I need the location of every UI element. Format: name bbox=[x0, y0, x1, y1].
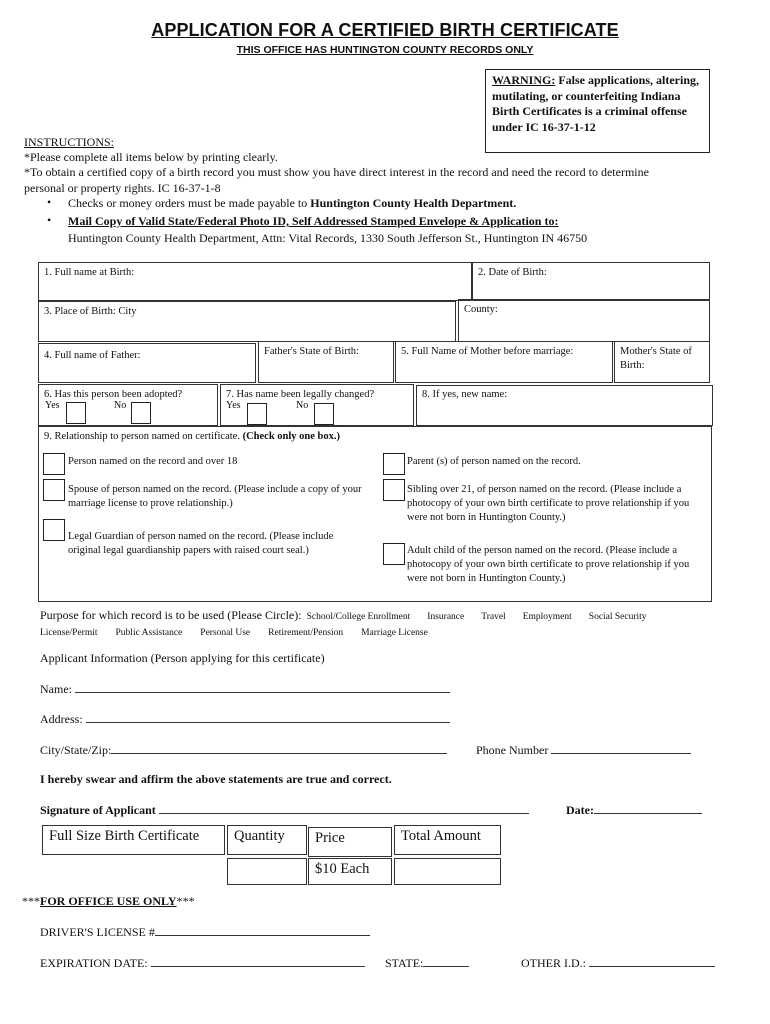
signature-row bbox=[40, 802, 529, 818]
office-suffix: *** bbox=[176, 894, 195, 908]
relationship-self-label: Person named on the record and over 18 bbox=[68, 456, 238, 467]
bullet-dot-2: • bbox=[47, 213, 52, 227]
date-row bbox=[566, 802, 702, 818]
certificate-type-cell bbox=[42, 825, 225, 855]
father-state-field[interactable] bbox=[258, 341, 394, 383]
purpose-line-1 bbox=[40, 608, 647, 623]
place-of-birth-field[interactable] bbox=[38, 301, 456, 342]
applicant-address-label: Address: bbox=[40, 712, 83, 726]
adopted-field bbox=[38, 384, 218, 426]
total-header-cell bbox=[394, 825, 501, 855]
office-heading-text: FOR OFFICE USE ONLY bbox=[40, 894, 177, 908]
date-line[interactable] bbox=[594, 802, 702, 814]
purpose-license[interactable]: License/Permit bbox=[40, 628, 98, 638]
purpose-travel[interactable]: Travel bbox=[481, 612, 506, 622]
relationship-spouse-label: Spouse of person named on the record. (Please include a copy of your marriage license to prove relationship.) bbox=[68, 484, 362, 509]
applicant-name-line[interactable] bbox=[75, 681, 450, 693]
certificate-type-label: Full Size Birth Certificate bbox=[49, 828, 200, 844]
purpose-line-2 bbox=[40, 622, 428, 640]
applicant-city-row bbox=[40, 742, 447, 758]
other-id-line[interactable] bbox=[589, 955, 715, 967]
expiration-line[interactable] bbox=[151, 955, 365, 967]
price-header-cell bbox=[308, 827, 392, 857]
warning-label: WARNING: bbox=[492, 73, 556, 87]
date-label: Date: bbox=[566, 803, 594, 817]
bullet-dot-1: • bbox=[47, 195, 52, 209]
adopted-no-checkbox[interactable] bbox=[131, 402, 151, 424]
relationship-adult-child-label: Adult child of the person named on the record. (Please include a photocopy of your own birth certificate to prove relationship if you were not born in Huntington County.) bbox=[407, 545, 690, 584]
bullet-1-bold: Huntington County Health Department. bbox=[310, 196, 517, 210]
changed-no-checkbox[interactable] bbox=[314, 403, 334, 425]
relationship-sibling-checkbox[interactable] bbox=[383, 479, 405, 501]
applicant-name-label: Name: bbox=[40, 682, 72, 696]
form-subtitle: THIS OFFICE HAS HUNTINGTON COUNTY RECORDS ONLY bbox=[236, 44, 534, 56]
drivers-license-label: DRIVER'S LICENSE # bbox=[40, 925, 155, 939]
office-use-heading bbox=[22, 894, 195, 909]
instructions-bullet-1 bbox=[68, 195, 516, 211]
other-id-label: OTHER I.D.: bbox=[521, 956, 586, 970]
mother-state-label: Mother's State of Birth: bbox=[620, 346, 692, 371]
full-name-label: 1. Full name at Birth: bbox=[44, 267, 135, 278]
applicant-phone-line[interactable] bbox=[551, 742, 691, 754]
price-value-cell bbox=[308, 858, 392, 885]
mailing-address: Huntington County Health Department, Attn: Vital Records, 1330 South Jefferson St., Huntington IN 46750 bbox=[68, 231, 588, 245]
applicant-address-row bbox=[40, 711, 450, 727]
instructions-bullet-2: Mail Copy of Valid State/Federal Photo ID, Self Addressed Stamped Envelope & Application to: bbox=[68, 214, 559, 228]
purpose-personal-use[interactable]: Personal Use bbox=[200, 628, 251, 638]
instructions-line-2: *To obtain a certified copy of a birth record you must show you have direct interest in the record and need the record to determine bbox=[24, 165, 649, 179]
adopted-yes-label: Yes bbox=[45, 400, 60, 411]
father-name-field[interactable] bbox=[38, 343, 256, 383]
state-line[interactable] bbox=[423, 955, 469, 967]
dob-label: 2. Date of Birth: bbox=[478, 267, 547, 278]
mother-name-field[interactable] bbox=[395, 341, 613, 383]
purpose-label: Purpose for which record is to be used (Please Circle): bbox=[40, 608, 302, 622]
new-name-label: 8. If yes, new name: bbox=[422, 389, 508, 400]
relationship-heading-bold: (Check only one box.) bbox=[242, 431, 341, 442]
purpose-insurance[interactable]: Insurance bbox=[427, 612, 465, 622]
purpose-social-security[interactable]: Social Security bbox=[588, 612, 647, 622]
warning-box bbox=[485, 69, 710, 153]
adopted-no-label: No bbox=[114, 400, 127, 411]
quantity-input-cell[interactable] bbox=[227, 858, 307, 885]
relationship-adult-child-checkbox[interactable] bbox=[383, 543, 405, 565]
relationship-parent-checkbox[interactable] bbox=[383, 453, 405, 475]
warning-text: False applications, altering, mutilating, or counterfeiting Indiana Birth Certificates is a criminal offense under IC 16-37-1-12 bbox=[492, 73, 700, 134]
mother-name-label: 5. Full Name of Mother before marriage: bbox=[401, 346, 574, 357]
adopted-label: 6. Has this person been adopted? bbox=[44, 389, 183, 400]
place-city-label: 3. Place of Birth: City bbox=[44, 306, 137, 317]
adopted-yes-checkbox[interactable] bbox=[66, 402, 86, 424]
applicant-phone-row bbox=[476, 742, 691, 758]
purpose-retirement[interactable]: Retirement/Pension bbox=[268, 628, 344, 638]
total-input-cell[interactable] bbox=[394, 858, 501, 885]
new-name-field[interactable] bbox=[416, 385, 713, 426]
quantity-label: Quantity bbox=[234, 828, 285, 844]
total-label: Total Amount bbox=[401, 828, 481, 844]
father-state-label: Father's State of Birth: bbox=[264, 346, 359, 357]
county-field[interactable] bbox=[458, 299, 710, 342]
signature-label: Signature of Applicant bbox=[40, 803, 156, 817]
father-name-label: 4. Full name of Father: bbox=[44, 350, 141, 361]
instructions-line-1: *Please complete all items below by printing clearly. bbox=[24, 150, 278, 164]
applicant-phone-label: Phone Number bbox=[476, 743, 549, 757]
signature-line[interactable] bbox=[159, 802, 529, 814]
expiration-row bbox=[40, 955, 365, 971]
purpose-school[interactable]: School/College Enrollment bbox=[306, 612, 411, 622]
purpose-employment[interactable]: Employment bbox=[522, 612, 572, 622]
relationship-parent-label: Parent (s) of person named on the record. bbox=[407, 456, 581, 467]
office-prefix: *** bbox=[22, 894, 40, 908]
instructions-line-3: personal or property rights. IC 16-37-1-8 bbox=[24, 181, 221, 195]
applicant-address-line[interactable] bbox=[86, 711, 450, 723]
full-name-field[interactable] bbox=[38, 262, 472, 301]
mother-state-field[interactable] bbox=[614, 341, 710, 383]
applicant-heading: Applicant Information (Person applying for this certificate) bbox=[40, 651, 325, 665]
state-label: STATE: bbox=[385, 956, 424, 970]
expiration-label: EXPIRATION DATE: bbox=[40, 956, 148, 970]
drivers-license-row bbox=[40, 924, 370, 940]
form-title: APPLICATION FOR A CERTIFIED BIRTH CERTIFICATE bbox=[151, 20, 619, 40]
relationship-self-checkbox[interactable] bbox=[43, 453, 65, 475]
affirmation-statement: I hereby swear and affirm the above statements are true and correct. bbox=[40, 772, 392, 786]
other-id-row bbox=[521, 955, 715, 971]
applicant-city-label: City/State/Zip: bbox=[40, 743, 112, 757]
relationship-heading: 9. Relationship to person named on certificate. bbox=[44, 431, 243, 442]
bullet-1-text: Checks or money orders must be made payable to bbox=[68, 196, 311, 210]
relationship-guardian-label: Legal Guardian of person named on the record. (Please include original legal guardianship papers with raised court seal.) bbox=[68, 531, 334, 556]
applicant-name-row bbox=[40, 681, 450, 697]
relationship-spouse-checkbox[interactable] bbox=[43, 479, 65, 501]
purpose-public-assistance[interactable]: Public Assistance bbox=[115, 628, 183, 638]
relationship-guardian-checkbox[interactable] bbox=[43, 519, 65, 541]
purpose-marriage-license[interactable]: Marriage License bbox=[361, 628, 428, 638]
price-value: $10 Each bbox=[315, 861, 370, 877]
relationship-sibling-label: Sibling over 21, of person named on the record. (Please include a photocopy of your own birth certificate to prove relationship if you were not born in Huntington County.) bbox=[407, 484, 690, 523]
date-of-birth-field[interactable] bbox=[472, 262, 710, 301]
price-label: Price bbox=[315, 830, 345, 846]
changed-yes-label: Yes bbox=[226, 400, 241, 411]
changed-no-label: No bbox=[296, 400, 309, 411]
state-row bbox=[385, 955, 469, 971]
quantity-header-cell bbox=[227, 825, 307, 855]
applicant-city-line[interactable] bbox=[111, 742, 447, 754]
county-label: County: bbox=[464, 304, 498, 315]
instructions-heading: INSTRUCTIONS: bbox=[24, 135, 115, 149]
name-changed-label: 7. Has name been legally changed? bbox=[226, 389, 375, 400]
drivers-license-line[interactable] bbox=[155, 924, 370, 936]
changed-yes-checkbox[interactable] bbox=[247, 403, 267, 425]
